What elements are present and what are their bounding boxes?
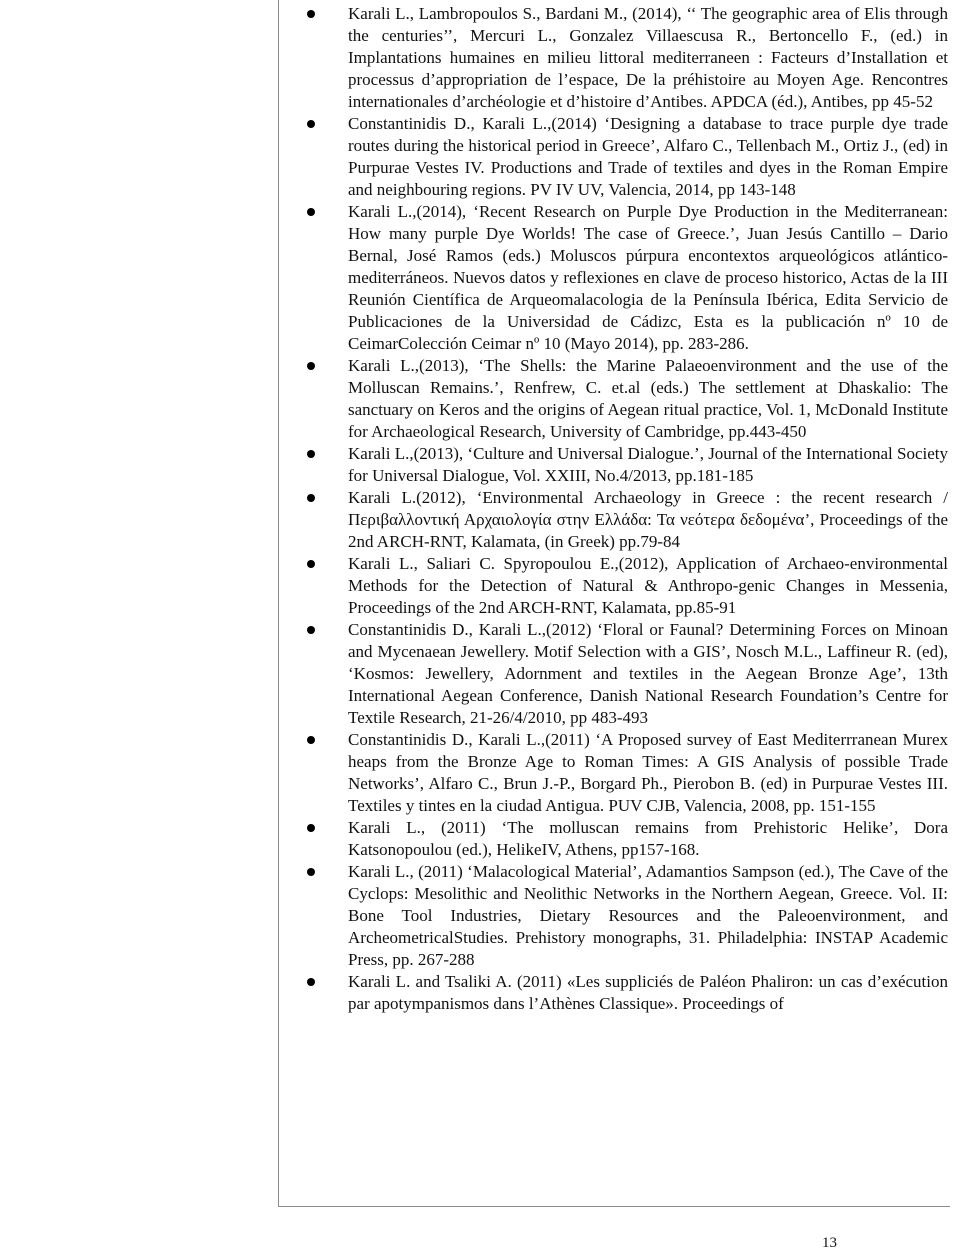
bullet-icon [307,626,315,634]
reference-item [298,729,948,817]
reference-item [298,487,948,553]
reference-item [298,817,948,861]
reference-item [298,619,948,729]
bullet-icon [307,978,315,986]
reference-text: Constantinidis D., Karali L.,(2014) ‘Designing a database to trace purple dye trade routes during the historical period in Greece’, Alfaro C., Tellenbach M., Ortiz J., (ed) in Purpurae Vestes IV. Productions and Trade of textiles and dyes in the Roman Empire and neighbouring regions. PV IV UV, Valencia, 2014, pp 143-148 [348,114,948,199]
reference-item [298,3,948,113]
reference-item [298,113,948,201]
bullet-icon [307,120,315,128]
bullet-icon [307,450,315,458]
reference-text: Karali L.,(2013), ‘Culture and Universal Dialogue.’, Journal of the International Society for Universal Dialogue, Vol. XXIII, No.4/2013, pp.181-185 [348,444,949,485]
reference-item [298,201,948,355]
reference-item [298,971,948,1015]
reference-text: Karali L., Lambropoulos S., Bardani M., (2014), ‘‘ The geographic area of Elis through the centuries’’, Mercuri L., Gonzalez Villaescusa R., Bertoncello F., (ed.) in Implantations humaines en milieu littoral mediterraneen : Facteurs d’Installation et processus d’appropriation de l’espace, De la préhistoire au Moyen Age. Rencontres internationales d’archéologie et d’histoire d’Antibes. APDCA (éd.), Antibes, pp 45-52 [348,4,948,111]
reference-text: Karali L., (2011) ‘The molluscan remains from Prehistoric Helike’, Dora Katsonopoulou (ed.), HelikeIV, Athens, pp157-168. [348,818,948,859]
bullet-icon [307,736,315,744]
reference-list [298,3,948,1015]
page-number: 13 [822,1235,837,1251]
reference-text: Karali L., Saliari C. Spyropoulou E.,(2012), Application of Archaeo-environmental Methods for the Detection of Natural & Anthropo-genic Changes in Messenia, Proceedings of the 2nd ARCH-RNT, Kalamata, pp.85-91 [348,554,948,617]
reference-text: Karali L.(2012), ‘Environmental Archaeology in Greece : the recent research / Περιβαλλοντική Αρχαιολογία στην Ελλάδα: Τα νεότερα δεδομένα’, Proceedings of the 2nd ARCH-RNT, Kalamata, (in Greek) pp.79-84 [348,488,948,551]
reference-item [298,355,948,443]
reference-text: Karali L., (2011) ‘Malacological Material’, Adamantios Sampson (ed.), The Cave of the Cyclops: Mesolithic and Neolithic Networks in the Northern Aegean, Greece. Vol. II: Bone Tool Industries, Dietary Resources and the Paleoenvironment, and ArcheometricalStudies. Prehistory monographs, 31. Philadelphia: INSTAP Academic Press, pp. 267-288 [348,862,948,969]
reference-text: Constantinidis D., Karali L.,(2011) ‘A Proposed survey of East Mediterrranean Murex heaps from the Bronze Age to Roman Times: A GIS Analysis of possible Trade Networks’, Alfaro C., Brun J.-P., Borgard Ph., Pierobon B. (ed) in Purpurae Vestes III. Textiles y tintes en la ciudad Antigua. PUV CJB, Valencia, 2008, pp. 151-155 [348,730,948,815]
bullet-icon [307,208,315,216]
bullet-icon [307,494,315,502]
reference-text: Karali L.,(2013), ‘The Shells: the Marine Palaeoenvironment and the use of the Molluscan Remains.’, Renfrew, C. et.al (eds.) The settlement at Dhaskalio: The sanctuary on Keros and the origins of Aegean ritual practice, Vol. 1, McDonald Institute for Archaeological Research, University of Cambridge, pp.443-450 [348,356,948,441]
reference-item [298,861,948,971]
bullet-icon [307,868,315,876]
bullet-icon [307,10,315,18]
bullet-icon [307,824,315,832]
reference-text: Karali L.,(2014), ‘Recent Research on Purple Dye Production in the Mediterranean: How many purple Dye Worlds! The case of Greece.’, Juan Jesús Cantillo – Dario Bernal, José Ramos (eds.) Moluscos púrpura encontextos arqueológicos atlántico-mediterráneos. Nuevos datos y reflexiones en clave de proceso historico, Actas de la III Reunión Científica de Arqueomalacologia de la Península Ibérica, Edita Servicio de Publicaciones de la Universidad de Cádizc, Esta es la publicación nº 10 de CeimarColección Ceimar nº 10 (Mayo 2014), pp. 283-286. [348,202,948,353]
reference-item [298,443,948,487]
reference-item [298,553,948,619]
reference-text: Karali L. and Tsaliki A. (2011) «Les suppliciés de Paléon Phaliron: un cas d’exécution par apotympanismos dans l’Athènes Classique». Proceedings of [348,972,948,1013]
bullet-icon [307,560,315,568]
reference-text: Constantinidis D., Karali L.,(2012) ‘Floral or Faunal? Determining Forces on Minoan and Mycenaean Jewellery. Motif Selection with a GIS’, Nosch M.L., Laffineur R. (ed), ‘Kosmos: Jewellery, Adornment and textiles in the Aegean Bronze Age’, 13th International Aegean Conference, Danish National Research Foundation’s Centre for Textile Research, 21-26/4/2010, pp 483-493 [348,620,948,727]
bullet-icon [307,362,315,370]
